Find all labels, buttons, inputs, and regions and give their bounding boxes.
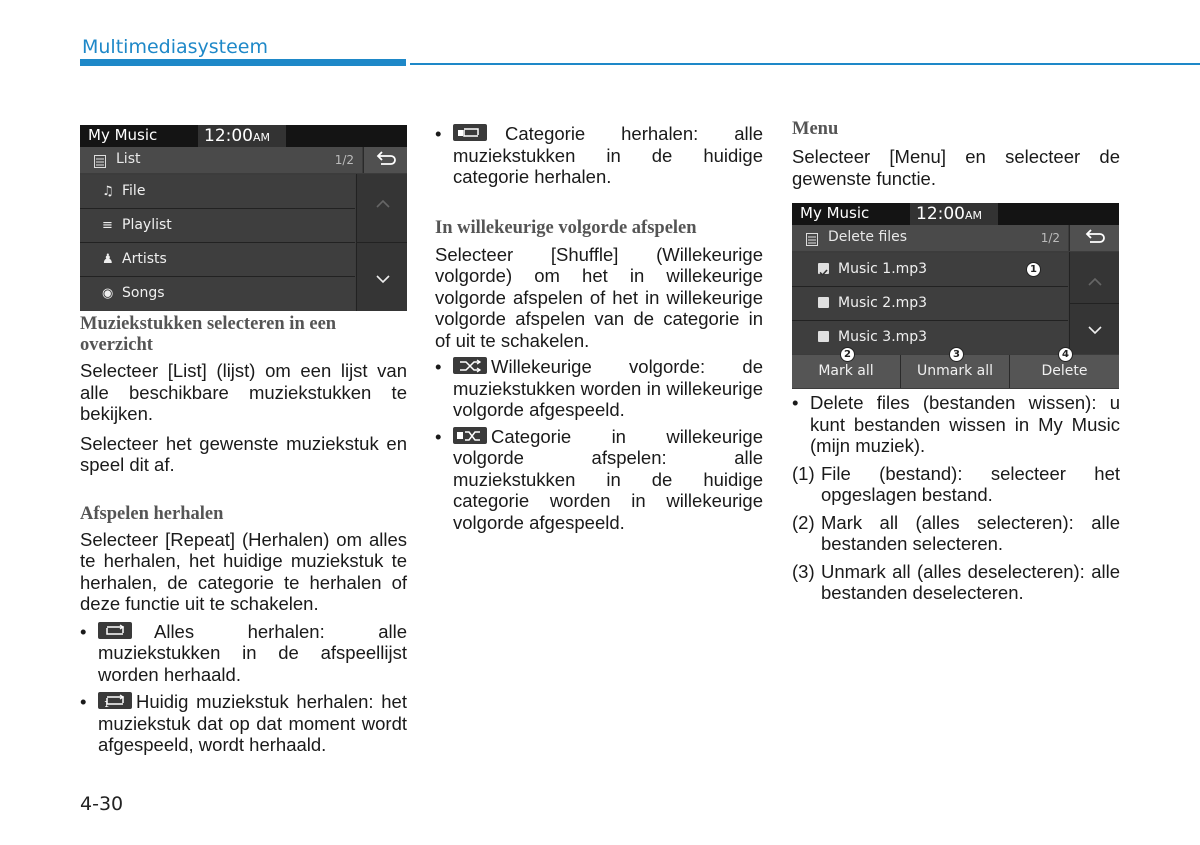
list-bar[interactable] — [792, 225, 1068, 251]
bullet-shuffle-category: • Categorie in willekeurige volgorde afspelen: alle muziekstukken in de huidige categorie worden in willekeurige volgorde afgespeeld. — [435, 425, 763, 533]
item-text: Mark all (alles selecteren): alle bestanden selecteren. — [821, 511, 1120, 554]
list-label: List — [116, 151, 141, 167]
back-button[interactable] — [363, 147, 407, 173]
file-label: Music 3.mp3 — [838, 329, 928, 345]
scroll-up-button[interactable] — [1070, 272, 1119, 291]
shuffle-icon — [453, 357, 487, 374]
column-1 — [80, 314, 407, 756]
shuffle-category-icon — [453, 427, 487, 444]
bullet-delete-files: • Delete files (bestanden wissen): u kunt bestanden wissen in My Music (mijn muziek). — [792, 392, 1120, 456]
callout-1: 1 — [1026, 262, 1041, 277]
clock: 12:00AM — [198, 125, 286, 147]
callout-2: 2 — [840, 347, 855, 362]
scroll-divider — [357, 242, 407, 243]
list-icon — [806, 231, 818, 250]
bullet-text: Alles herhalen: alle muziekstukken in de afspeellijst worden herhaald. — [98, 620, 407, 685]
bullet-text: Delete files (bestanden wissen): u kunt bestanden wissen in My Music (mijn muziek). — [810, 392, 1120, 456]
bullet-repeat-category: • Categorie herhalen: alle muziekstukken in de huidige categorie herhalen. — [435, 123, 763, 187]
page-indicator: 1/2 — [334, 153, 354, 167]
scroll-divider — [1070, 303, 1119, 304]
bullet-text: Categorie in willekeurige volgorde afspelen: alle muziekstukken in de huidige categorie worden in willekeurige volgorde afgespeeld. — [453, 425, 763, 533]
svg-text:1: 1 — [104, 700, 110, 709]
header-bar-thick — [80, 59, 406, 66]
callout-4: 4 — [1058, 347, 1073, 362]
list-item-label: Songs — [122, 285, 165, 301]
page-header-title: Multimediasysteem — [82, 36, 269, 58]
screen-title-bar — [792, 203, 1119, 225]
list-icon — [94, 153, 106, 172]
unmark-all-button[interactable]: Unmark all — [901, 355, 1010, 388]
my-music-list-screen — [80, 125, 407, 311]
back-arrow-icon — [364, 147, 407, 173]
numbered-item-1 — [792, 463, 1120, 506]
bullet-text: Willekeurige volgorde: de muziekstukken worden in willekeurige volgorde afgespeeld. — [453, 356, 763, 420]
list-item-songs[interactable] — [80, 277, 355, 310]
column-3-top — [792, 119, 1120, 189]
file-row-3[interactable] — [792, 321, 1068, 354]
file-label: Music 1.mp3 — [838, 261, 928, 277]
checkbox-checked[interactable] — [818, 263, 829, 274]
heading-shuffle: In willekeurige volgorde afspelen — [435, 217, 697, 238]
item-number: (2) — [792, 511, 815, 533]
screen-title-bar — [80, 125, 407, 147]
chevron-up-icon — [1087, 277, 1103, 287]
app-title: My Music — [800, 204, 870, 222]
delete-button[interactable]: Delete — [1010, 355, 1119, 388]
list-item-label: File — [122, 183, 146, 199]
list-item-artists[interactable] — [80, 243, 355, 277]
bullet-repeat-all: • Alles herhalen: alle muziekstukken in de afspeellijst worden herhaald. — [80, 620, 407, 685]
numbered-item-2 — [792, 512, 1120, 555]
heading-repeat: Afspelen herhalen — [80, 503, 224, 524]
disc-icon: ◉ — [102, 286, 114, 301]
item-text: Unmark all (alles deselecteren): alle bestanden deselecteren. — [821, 560, 1120, 603]
scroll-column — [356, 174, 407, 311]
paragraph: Selecteer het gewenste muziekstuk en speel dit af. — [80, 432, 407, 475]
item-number: (3) — [792, 560, 815, 582]
bullet-text: Huidig muziekstuk herhalen: het muziekstuk dat op dat moment wordt afgespeeld, wordt herhaald. — [98, 691, 407, 755]
checkbox-unchecked[interactable] — [818, 331, 829, 342]
item-number: (1) — [792, 462, 815, 484]
page-indicator: 1/2 — [1040, 231, 1060, 245]
scroll-up-button[interactable] — [357, 194, 407, 213]
bullet-repeat-one: • 1 Huidig muziekstuk herhalen: het muziekstuk dat op dat moment wordt afgespeeld, wordt herhaald. — [80, 691, 407, 755]
music-note-icon: ♫ — [102, 184, 114, 199]
repeat-category-icon — [453, 124, 487, 141]
bullet-shuffle: • Willekeurige volgorde: de muziekstukken worden in willekeurige volgorde afgespeeld. — [435, 356, 763, 420]
numbered-item-3 — [792, 561, 1120, 604]
list-item-file[interactable] — [80, 175, 355, 209]
list-label: Delete files — [828, 229, 908, 245]
callout-3: 3 — [949, 347, 964, 362]
scroll-down-button[interactable] — [357, 269, 407, 288]
repeat-all-icon — [98, 622, 132, 639]
page-number: 4-30 — [80, 793, 124, 815]
paragraph: Selecteer [Shuffle] (Willekeurige volgorde) om het in willekeurige volgorde afspelen of het in willekeurige volgorde afspelen van de categorie in of uit te schakelen. — [435, 243, 763, 351]
back-button[interactable] — [1069, 225, 1119, 251]
file-label: Music 2.mp3 — [838, 295, 928, 311]
delete-files-screen — [792, 203, 1119, 389]
chevron-down-icon — [375, 274, 391, 284]
person-icon: ♟ — [102, 252, 114, 267]
paragraph: Selecteer [Repeat] (Herhalen) om alles te herhalen, het huidige muziekstuk te herhalen, de categorie te herhalen of deze functie uit te schakelen. — [80, 528, 407, 614]
app-title: My Music — [88, 126, 158, 144]
list-item-label: Playlist — [122, 217, 172, 233]
item-text: File (bestand): selecteer het opgeslagen bestand. — [821, 462, 1120, 505]
file-row-2[interactable] — [792, 287, 1068, 321]
bullet-text: Categorie herhalen: alle muziekstukken in de huidige categorie herhalen. — [453, 123, 763, 187]
back-arrow-icon — [1070, 225, 1119, 251]
playlist-icon: ≡ — [102, 218, 113, 233]
chevron-up-icon — [375, 199, 391, 209]
clock: 12:00AM — [910, 203, 998, 225]
list-bar[interactable] — [80, 147, 362, 173]
list-item-playlist[interactable] — [80, 209, 355, 243]
repeat-one-icon — [98, 692, 132, 709]
list-item-label: Artists — [122, 251, 167, 267]
chevron-down-icon — [1087, 325, 1103, 335]
header-bar-thin — [410, 63, 1200, 65]
file-row-1[interactable] — [792, 253, 1068, 287]
paragraph: Selecteer [Menu] en selecteer de gewenste functie. — [792, 146, 1120, 189]
scroll-down-button[interactable] — [1070, 320, 1119, 339]
checkbox-unchecked[interactable] — [818, 297, 829, 308]
scroll-column — [1069, 252, 1119, 354]
heading-select-from-list: Muziekstukken selecteren in een overzicht — [80, 314, 337, 355]
column-3-bottom — [792, 392, 1120, 604]
heading-menu: Menu — [792, 119, 839, 139]
column-2 — [435, 123, 763, 533]
paragraph: Selecteer [List] (lijst) om een lijst van alle beschikbare muziekstukken te bekijken. — [80, 360, 407, 424]
mark-all-button[interactable]: Mark all — [792, 355, 901, 388]
